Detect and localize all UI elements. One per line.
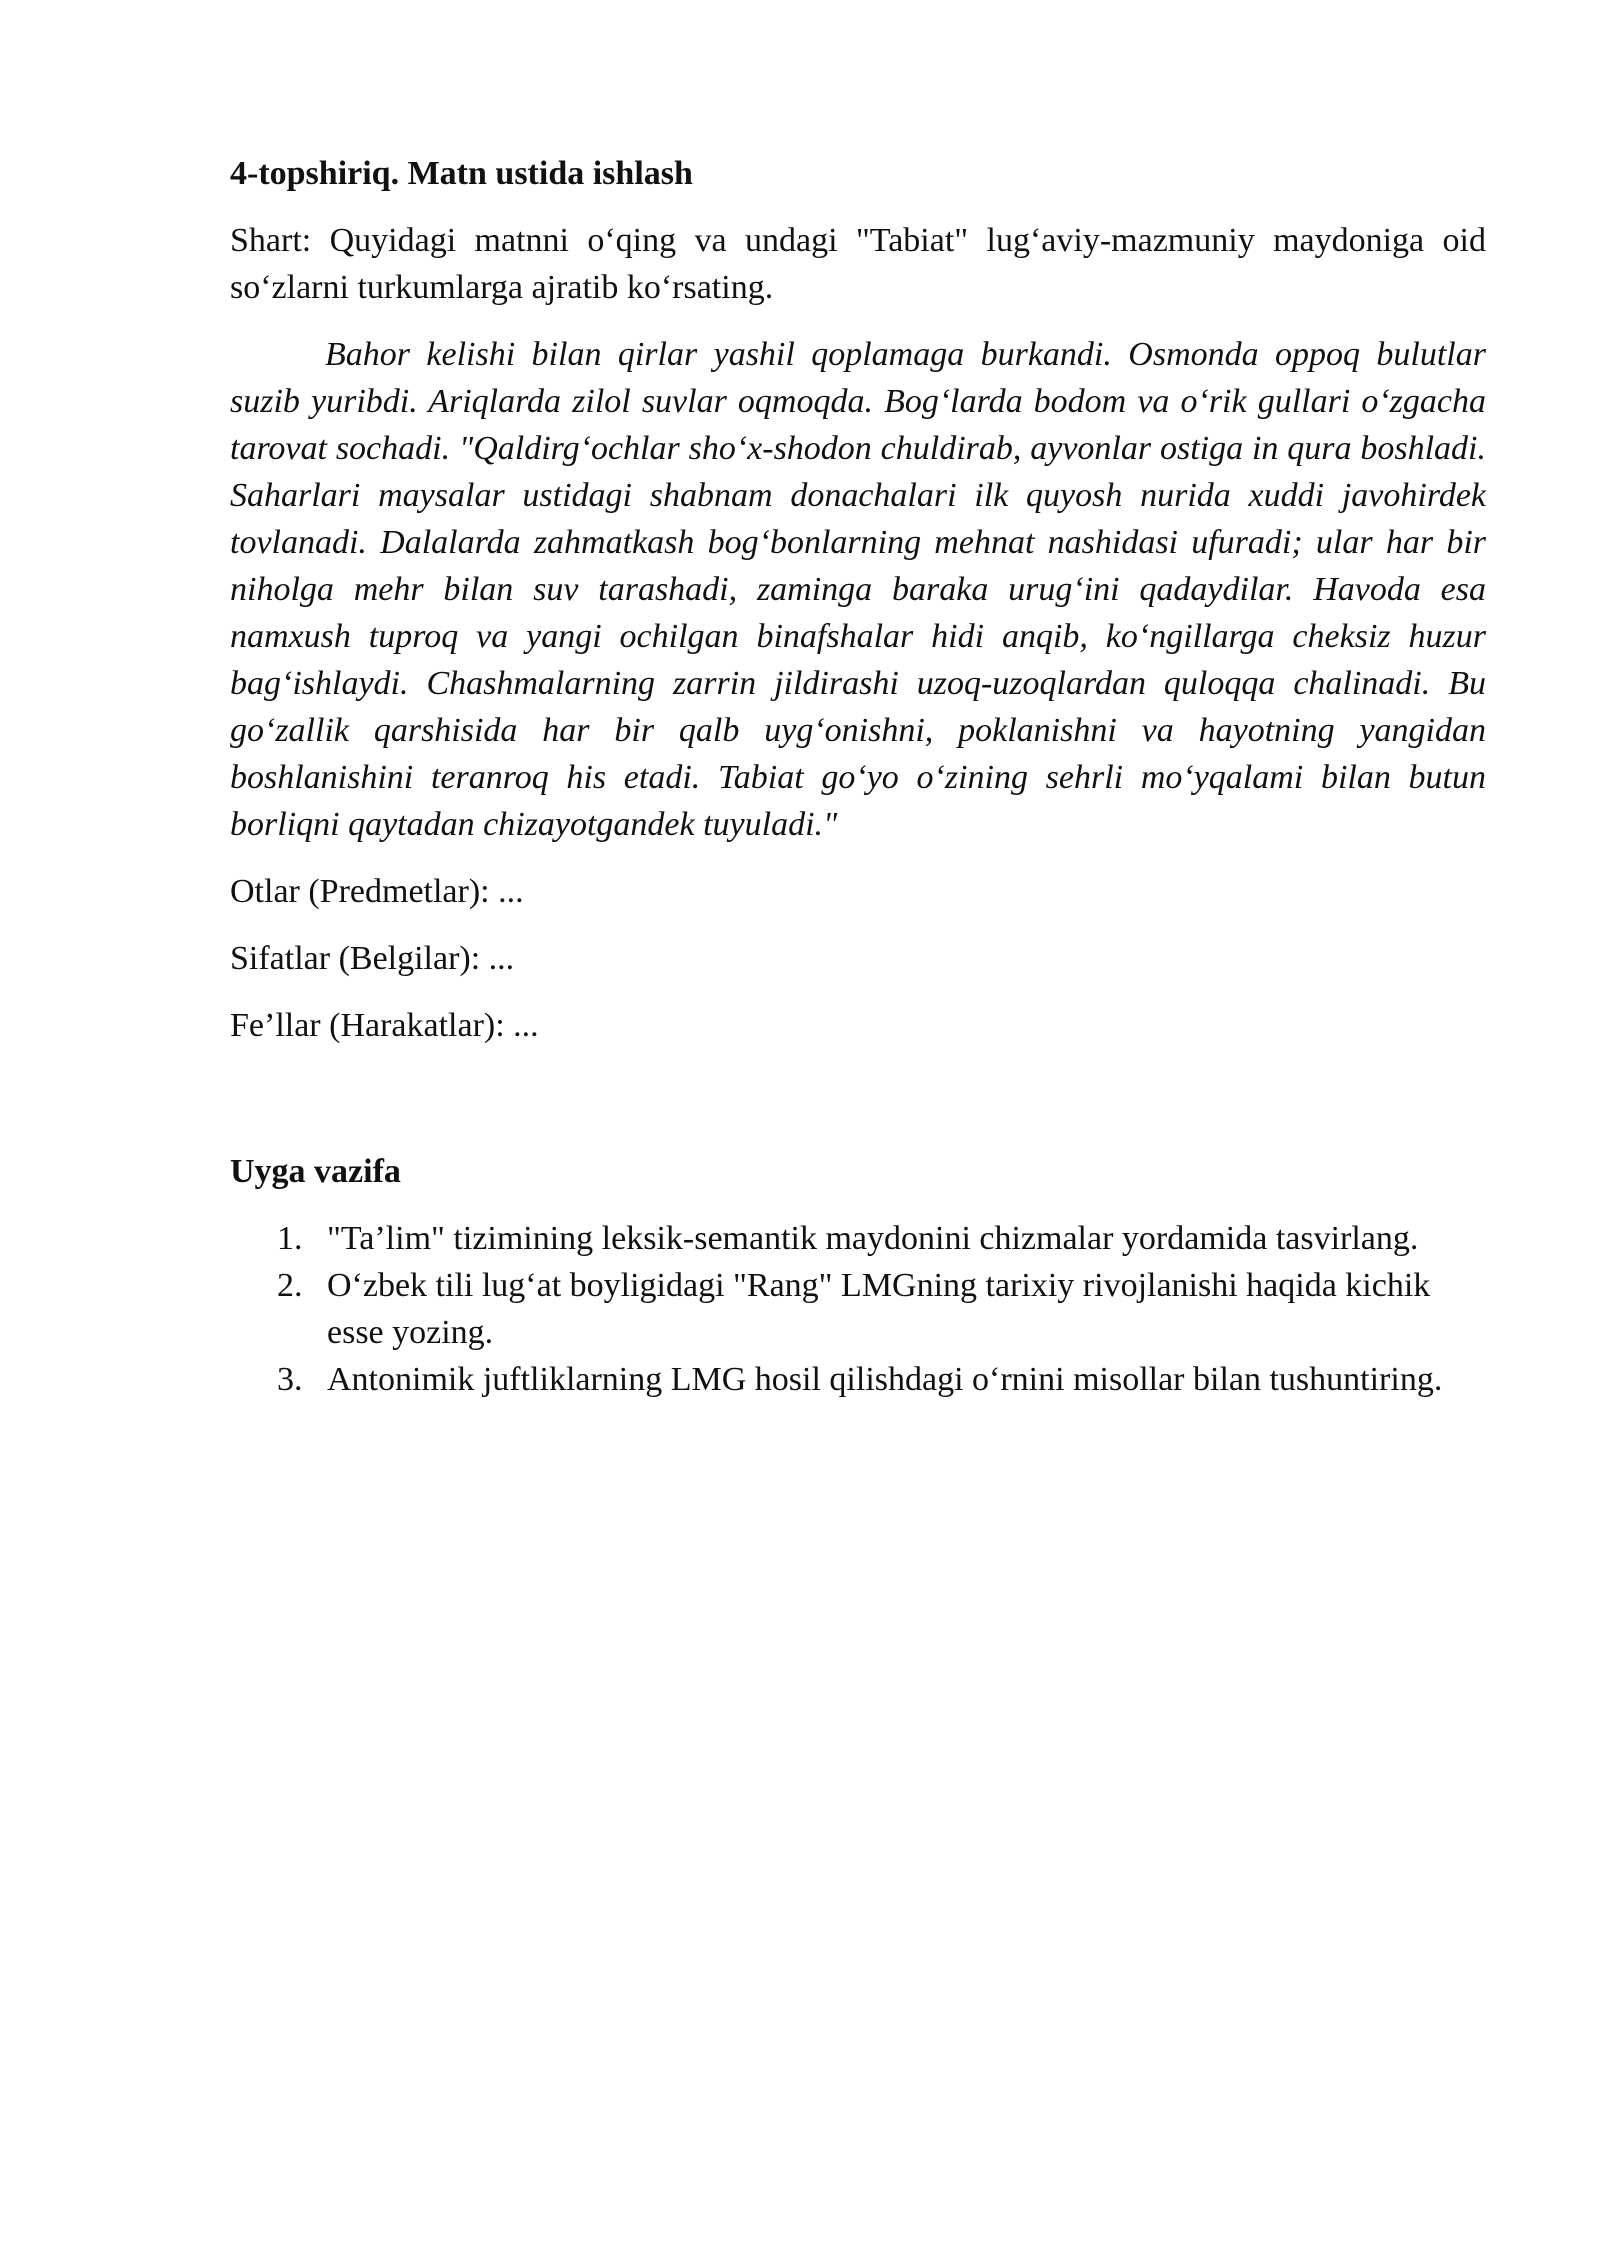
homework-item-text: O‘zbek tili lug‘at boyligidagi "Rang" LMGning tarixiy rivojlanishi haqida kichik esse yozing.: [327, 1267, 1431, 1351]
answer-adjectives: Sifatlar (Belgilar): ...: [230, 940, 515, 977]
homework-item-number: 2.: [277, 1267, 303, 1304]
task-title: 4-topshiriq. Matn ustida ishlash: [230, 155, 693, 192]
homework-item: [230, 1356, 1486, 1403]
homework-item-text: Antonimik juftliklarning LMG hosil qilishdagi o‘rnini misollar bilan tushuntiring.: [327, 1361, 1443, 1398]
homework-title: Uyga vazifa: [230, 1153, 401, 1190]
homework-item: [230, 1215, 1486, 1262]
homework-item-text: "Ta’lim" tizimining leksik-semantik maydonini chizmalar yordamida tasvirlang.: [327, 1220, 1419, 1257]
reading-passage: Bahor kelishi bilan qirlar yashil qoplamaga burkandi. Osmonda oppoq bulutlar suzib yuribdi. Ariqlarda zilol suvlar oqmoqda. Bog‘larda bodom va o‘rik gullari o‘zgacha tarovat sochadi. "Qaldirg‘ochlar sho‘x-shodon chuldirab, ayvonlar ostiga in qura boshladi. Saharlari maysalar ustidagi shabnam donachalari ilk quyosh nurida xuddi javohirdek tovlanadi. Dalalarda zahmatkash bog‘bonlarning mehnat nashidasi ufuradi; ular har bir niholga mehr bilan suv tarashadi, zaminga baraka urug‘ini qadaydilar. Havoda esa namxush tuproq va yangi ochilgan binafshalar hidi anqib, ko‘ngillarga cheksiz huzur bag‘ishlaydi. Chashmalarning zarrin jildirashi uzoq-uzoqlardan quloqqa chalinadi. Bu go‘zallik qarshisida har bir qalb uyg‘onishni, poklanishni va hayotning yangidan boshlanishini teranroq his etadi. Tabiat go‘yo o‘zining sehrli mo‘yqalami bilan butun borliqni qaytadan chizayotgandek tuyuladi.": [230, 336, 1486, 843]
answer-nouns: Otlar (Predmetlar): ...: [230, 873, 524, 910]
answer-verbs: Fe’llar (Harakatlar): ...: [230, 1007, 539, 1044]
document-page: [230, 150, 1486, 1403]
task-condition: Shart: Quyidagi matnni o‘qing va undagi "Tabiat" lug‘aviy-mazmuniy maydoniga oid so‘zlarni turkumlarga ajratib ko‘rsating.: [230, 222, 1486, 306]
homework-list: [230, 1215, 1486, 1403]
homework-item-number: 1.: [277, 1220, 303, 1257]
homework-item-number: 3.: [277, 1361, 303, 1398]
homework-item: [230, 1262, 1486, 1356]
